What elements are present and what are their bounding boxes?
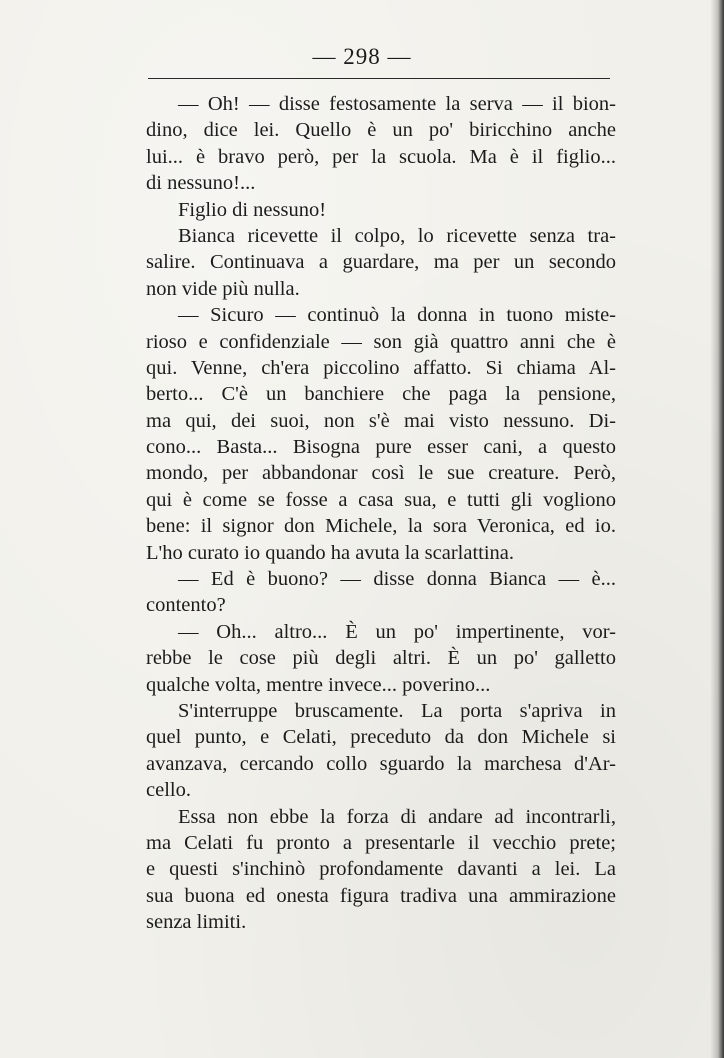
text-line: salire. Continuava a guardare, ma per un secondo (146, 251, 616, 274)
text-line: cono... Basta... Bisogna pure esser cani, a questo (146, 436, 616, 459)
text-line: dino, dice lei. Quello è un po' biricchino anche (146, 119, 616, 142)
text-line: Bianca ricevette il colpo, lo ricevette senza tra- (178, 224, 616, 247)
text-line: di nessuno!... (146, 172, 256, 195)
text-line: avanzava, cercando collo sguardo la marchesa d'Ar- (146, 752, 616, 775)
text-line: ma Celati fu pronto a presentarle il vecchio prete; (146, 831, 616, 854)
text-line: contento? (146, 594, 226, 617)
text-line: — Oh... altro... È un po' impertinente, vor- (178, 620, 616, 643)
text-line: cello. (146, 779, 191, 802)
text-line: rebbe le cose più degli altri. È un po' galletto (146, 647, 616, 670)
text-line: — Sicuro — continuò la donna in tuono miste- (178, 304, 616, 327)
text-line: sua buona ed onesta figura tradiva una ammirazione (146, 884, 616, 907)
text-line: berto... C'è un banchiere che paga la pensione, (146, 383, 616, 406)
page-number: — 298 — (312, 44, 412, 69)
page-edge-shadow (710, 0, 724, 1058)
text-line: non vide più nulla. (146, 277, 300, 300)
text-line: L'ho curato io quando ha avuta la scarlattina. (146, 541, 514, 564)
text-line: qui è come se fosse a casa sua, e tutti gli vogliono (146, 488, 616, 511)
text-line: S'interruppe bruscamente. La porta s'apriva in (178, 699, 616, 722)
text-line: lui... è bravo però, per la scuola. Ma è il figlio... (146, 145, 616, 168)
text-line: Figlio di nessuno! (178, 198, 327, 221)
text-line: quel punto, e Celati, preceduto da don Michele si (146, 726, 616, 749)
text-line: bene: il signor don Michele, la sora Veronica, ed io. (146, 515, 616, 538)
text-line: senza limiti. (146, 911, 247, 934)
text-line: — Ed è buono? — disse donna Bianca — è... (178, 568, 616, 591)
text-line: Essa non ebbe la forza di andare ad incontrarli, (178, 805, 616, 828)
text-line: qualche volta, mentre invece... poverino... (146, 673, 491, 696)
header-rule (148, 78, 610, 79)
text-line: ma qui, dei suoi, non s'è mai visto nessuno. Di- (146, 409, 616, 432)
body-text (146, 91, 616, 936)
text-line: mondo, per abbandonar così le sue creature. Però, (146, 462, 616, 485)
text-line: qui. Venne, ch'era piccolino affatto. Si chiama Al- (146, 356, 616, 379)
text-line: rioso e confidenziale — son già quattro anni che è (146, 330, 616, 353)
text-line: — Oh! — disse festosamente la serva — il bion- (178, 93, 616, 115)
text-line: e questi s'inchinò profondamente davanti a lei. La (146, 858, 616, 881)
